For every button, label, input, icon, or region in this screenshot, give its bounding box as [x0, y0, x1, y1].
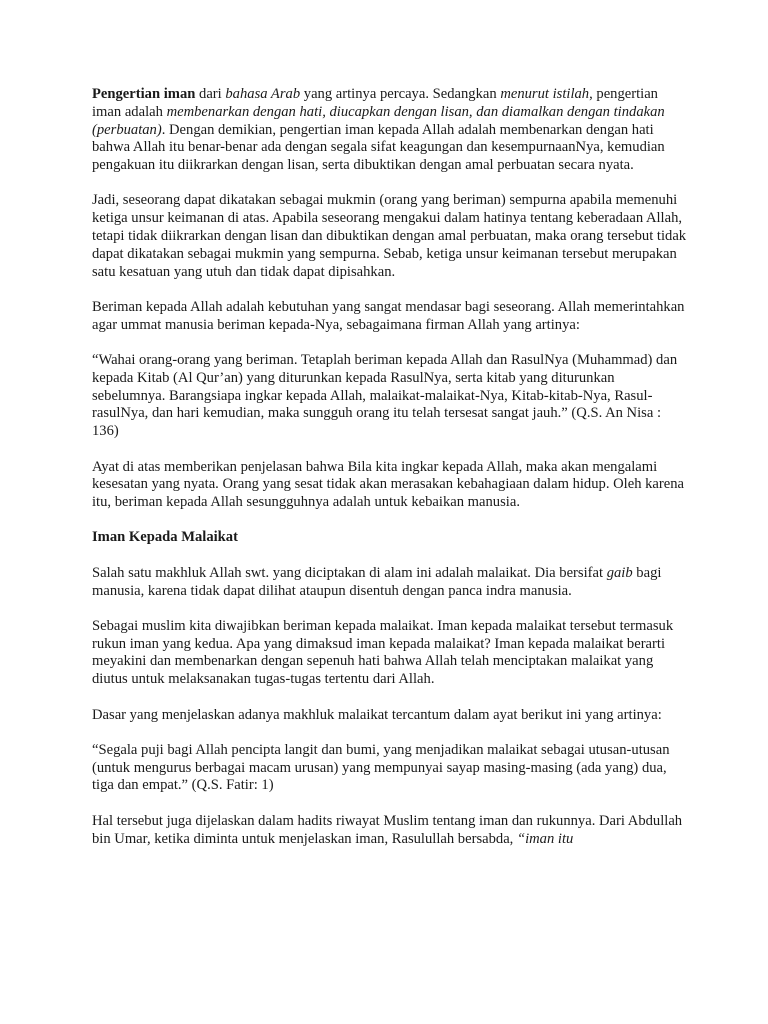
paragraph-penjelasan: Ayat di atas memberikan penjelasan bahwa Bila kita ingkar kepada Allah, maka akan mengalami kesesatan yang nyata. Orang yang sesat tidak akan merasakan kebahagiaan dalam hidup. Oleh karena itu, beriman kepada Allah sesungguhnya adalah untuk kebaikan manusia.	[92, 458, 685, 511]
paragraph-rukun-iman: Sebagai muslim kita diwajibkan beriman kepada malaikat. Iman kepada malaikat tersebut termasuk rukun iman yang kedua. Apa yang dimaksud iman kepada malaikat? Iman kepada malaikat berarti meyakini dan membenarkan dengan sepenuh hati bahwa Allah telah menciptakan malaikat yang diutus untuk melaksanakan tugas-tugas tertentu dari Allah.	[92, 617, 674, 688]
paragraph-dasar: Dasar yang menjelaskan adanya makhluk malaikat tercantum dalam ayat berikut ini yang artinya:	[92, 706, 662, 723]
paragraph-hadits: Hal tersebut juga dijelaskan dalam hadits riwayat Muslim tentang iman dan rukunnya. Dari Abdullah bin Umar, ketika diminta untuk menjelaskan iman, Rasulullah bersabda, “iman itu	[92, 812, 683, 847]
paragraph-kebutuhan: Beriman kepada Allah adalah kebutuhan yang sangat mendasar bagi seseorang. Allah memerintahkan agar ummat manusia beriman kepada-Nya, sebagaimana firman Allah yang artinya:	[92, 298, 685, 333]
paragraph-mukmin: Jadi, seseorang dapat dikatakan sebagai mukmin (orang yang beriman) sempurna apabila memenuhi ketiga unsur keimanan di atas. Apabila seseorang mengakui dalam hatinya tentang keberadaan Allah, tetapi tidak diikrarkan dengan lisan dan dibuktikan dengan amal perbuatan, maka orang tersebut tidak dapat dikatakan sebagai mukmin yang sempurna. Sebab, ketiga unsur keimanan tersebut merupakan satu kesatuan yang utuh dan tidak dapat dipisahkan.	[92, 192, 687, 280]
quote-an-nisa: “Wahai orang-orang yang beriman. Tetaplah beriman kepada Allah dan RasulNya (Muhammad) dan kepada Kitab (Al Qur’an) yang diturunkan kepada RasulNya, serta kitab yang diturunkan sebelumnya. Barangsiapa ingkar kepada Allah, malaikat-malaikat-Nya, Kitab-kitab-Nya, Rasul-rasulNya, dan hari kemudian, maka sungguh orang itu telah tersesat sangat jauh.” (Q.S. An Nisa : 136)	[92, 352, 678, 440]
paragraph-malaikat-gaib: Salah satu makhluk Allah swt. yang diciptakan di alam ini adalah malaikat. Dia bersifat gaib bagi manusia, karena tidak dapat dilihat ataupun disentuh dengan panca indra manusia.	[92, 564, 662, 599]
section-heading: Iman Kepada Malaikat	[92, 529, 238, 546]
quote-fatir: “Segala puji bagi Allah pencipta langit dan bumi, yang menjadikan malaikat sebagai utusan-utusan (untuk mengurus berbagai macam urusan) yang mempunyai sayap masing-masing (ada yang) dua, tiga dan empat.” (Q.S. Fatir: 1)	[92, 741, 670, 794]
paragraph-definition: Pengertian iman dari bahasa Arab yang artinya percaya. Sedangkan menurut istilah, pengertian iman adalah membenarkan dengan hati, diucapkan dengan lisan, dan diamalkan dengan tindakan (perbuatan). Dengan demikian, pengertian iman kepada Allah adalah membenarkan dengan hati bahwa Allah itu benar-benar ada dengan segala sifat keagungan dan kesempurnaanNya, kemudian pengakuan itu diikrarkan dengan lisan, serta dibuktikan dengan amal perbuatan secara nyata.	[92, 86, 665, 174]
term-bold: Pengertian iman	[92, 86, 196, 102]
